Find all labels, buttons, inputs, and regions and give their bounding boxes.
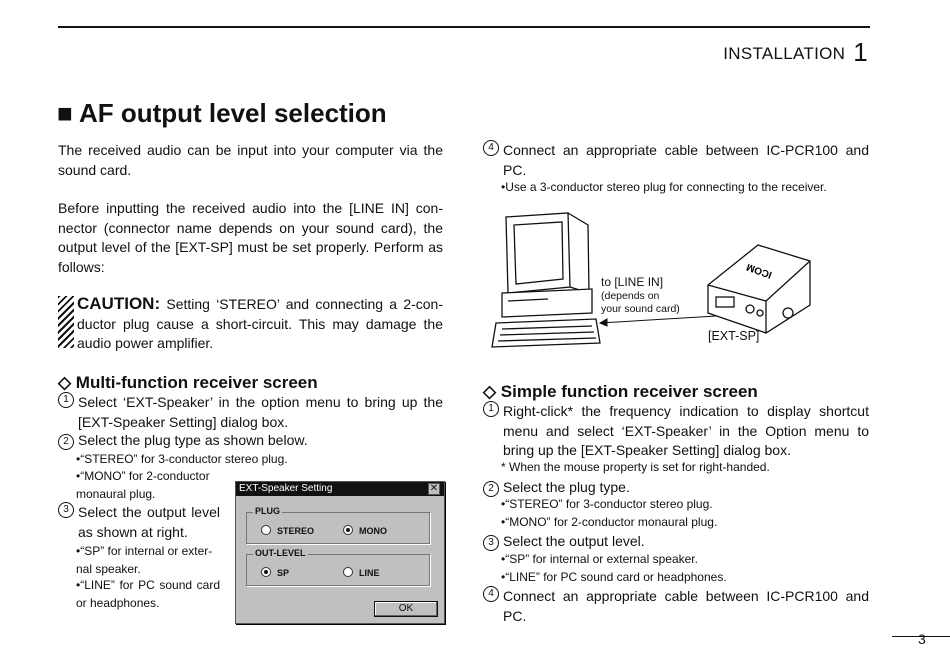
running-header: [723, 35, 868, 66]
radio-selected-icon: [261, 567, 271, 577]
step-number: 3: [58, 502, 74, 518]
caution-icon: [58, 296, 74, 348]
page-title: ■ AF output level selection: [57, 98, 387, 128]
sp-radio[interactable]: SP: [261, 566, 289, 578]
right-step-4: 4 Connect an appropriate cable between IC-PCR100 and PC.: [483, 141, 869, 180]
simple-step-3: 3 Select the output level.: [483, 532, 645, 552]
simple-footnote: * When the mouse property is set for right-handed.: [501, 460, 770, 474]
step-number: 2: [58, 434, 74, 450]
plug-group: [246, 506, 430, 544]
step-number: 4: [483, 140, 499, 156]
multi-bullet-sp: •“SP” for internal or exter-nal speaker.: [76, 544, 213, 576]
simple-bullet-line: •“LINE” for PC sound card or headphones.: [501, 570, 727, 584]
multi-step-2: 2 Select the plug type as shown below.: [58, 431, 443, 451]
caution-body: Setting ‘STEREO’ and connecting a 2-con-ductor plug cause a short-circuit. This may damage the audio power amplifier.: [77, 296, 443, 351]
top-rule: [58, 26, 870, 28]
multi-step-1: 1 Select ‘EXT-Speaker’ in the option menu to bring up the [EXT-Speaker Setting] dialog box.: [58, 393, 443, 432]
step-number: 3: [483, 535, 499, 551]
intro-paragraph-1: The received audio can be input into your computer via the sound card.: [58, 142, 443, 178]
step-number: 1: [483, 401, 499, 417]
radio-icon: [261, 525, 271, 535]
ext-speaker-dialog: [235, 481, 445, 624]
depends-label-2: your sound card): [601, 303, 680, 315]
plug-group-label: PLUG: [255, 506, 281, 516]
step-number: 2: [483, 481, 499, 497]
pc-illustration: [492, 213, 600, 347]
multi-bullet-mono: •“MONO” for 2-conductor monaural plug.: [76, 469, 210, 501]
radio-selected-icon: [343, 525, 353, 535]
caution-label: CAUTION:: [77, 294, 161, 313]
intro-paragraph-2: Before inputting the received audio into the [LINE IN] con-nector (connector name depends on your sound card), the output level of the [EXT-SP] must be set properly. Perform as follows:: [58, 200, 443, 275]
close-icon[interactable]: ✕: [429, 483, 439, 494]
simple-step-1: 1 Right-click* the frequency indication to display shortcut menu and select ‘EXT-Speaker’ in the Option menu to bring up the [EXT-Speaker Setting] dialog box.: [483, 402, 869, 461]
simple-bullet-mono: •“MONO” for 2-conductor monaural plug.: [501, 515, 718, 529]
ok-button[interactable]: OK: [374, 601, 438, 617]
simple-bullet-stereo: •“STEREO” for 3-conductor stereo plug.: [501, 497, 713, 511]
right-bullet-plug: •Use a 3-conductor stereo plug for connecting to the receiver.: [501, 180, 827, 194]
multi-function-heading: ◇ Multi-function receiver screen: [58, 373, 318, 392]
step-number: 1: [58, 392, 74, 408]
page-number-tab: [892, 631, 950, 672]
multi-bullet-stereo: •“STEREO” for 3-conductor stereo plug.: [76, 452, 288, 466]
line-in-label: to [LINE IN]: [601, 275, 664, 289]
section-label: INSTALLATION: [723, 44, 846, 63]
receiver-illustration: [708, 245, 810, 333]
chapter-number: 1: [853, 37, 868, 67]
stereo-radio[interactable]: STEREO: [261, 524, 314, 536]
radio-icon: [343, 567, 353, 577]
caution-text: [77, 294, 443, 354]
brand-logo: ICOM: [745, 260, 774, 281]
page-number: 3: [918, 631, 926, 647]
simple-function-heading: ◇ Simple function receiver screen: [483, 382, 758, 401]
cable: [600, 315, 733, 326]
multi-step-3: 3 Select the output level as shown at right.: [58, 503, 220, 542]
simple-bullet-sp: •“SP” for internal or external speaker.: [501, 552, 698, 566]
dialog-titlebar: [236, 482, 444, 496]
ext-sp-label: [EXT-SP]: [708, 329, 760, 343]
step-number: 4: [483, 586, 499, 602]
simple-step-4: 4 Connect an appropriate cable between IC-PCR100 and PC.: [483, 587, 869, 626]
dialog-title: EXT-Speaker Setting: [239, 483, 333, 494]
mono-radio[interactable]: MONO: [343, 524, 387, 536]
multi-bullet-line: •“LINE” for PC sound card or headphones.: [76, 578, 220, 610]
out-level-group: [246, 548, 430, 586]
line-radio[interactable]: LINE: [343, 566, 380, 578]
out-level-group-label: OUT-LEVEL: [255, 548, 306, 558]
simple-step-2: 2 Select the plug type.: [483, 478, 630, 498]
depends-label-1: (depends on: [601, 290, 660, 302]
